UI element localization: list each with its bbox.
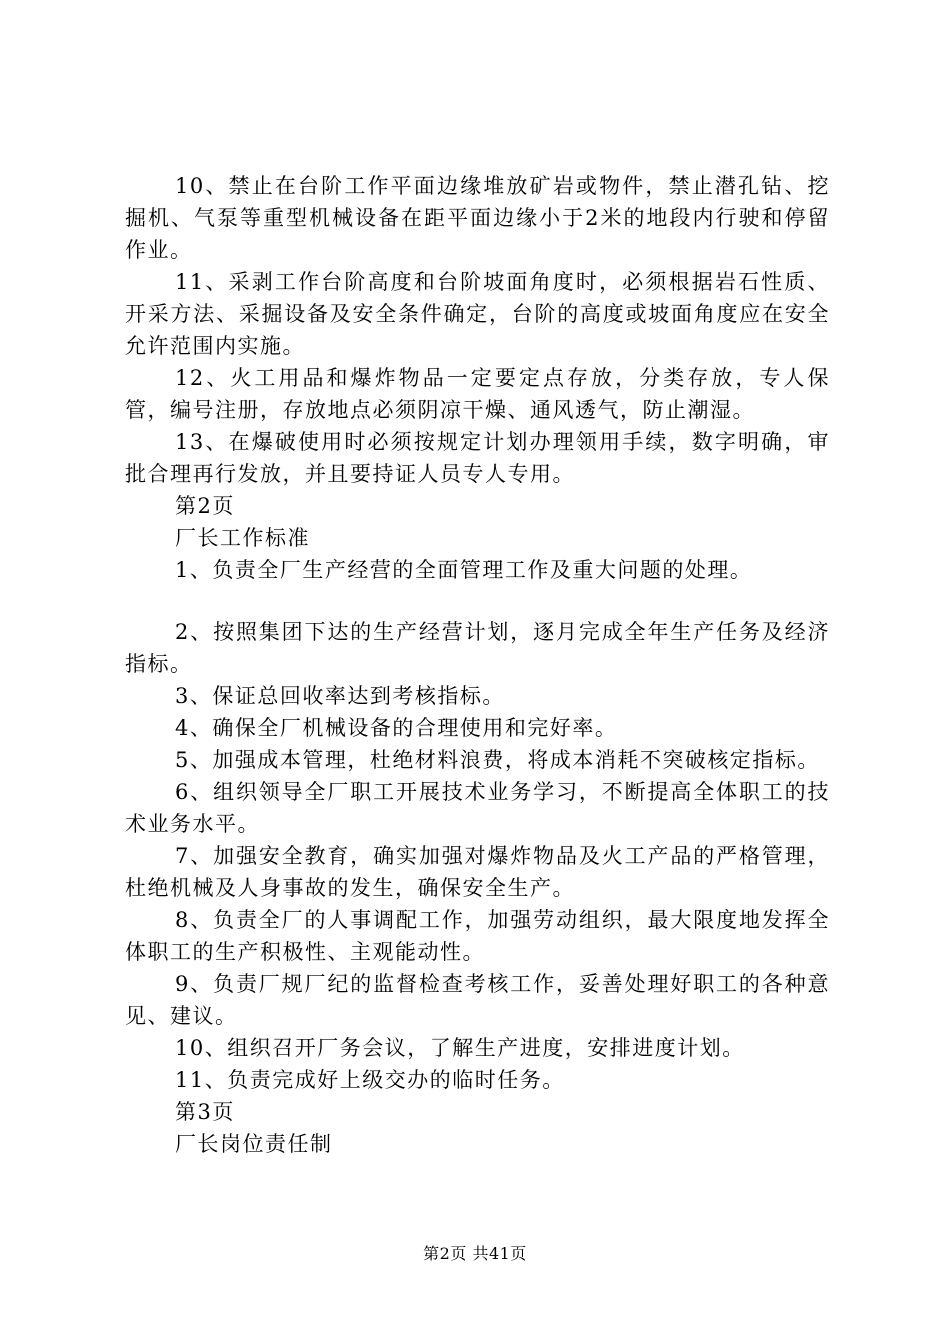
- paragraph-standard-9: 9、负责厂规厂纪的监督检查考核工作，妥善处理好职工的各种意见、建议。: [125, 972, 830, 1028]
- paragraph-standard-10: 10、组织召开厂务会议，了解生产进度，安排进度计划。: [175, 1036, 745, 1060]
- paragraph-standard-2: 2、按照集团下达的生产经营计划，逐月完成全年生产任务及经济指标。: [125, 620, 830, 676]
- paragraph-standard-3: 3、保证总回收率达到考核指标。: [175, 684, 505, 708]
- paragraph-standard-11: 11、负责完成好上级交办的临时任务。: [175, 1068, 565, 1092]
- paragraph-standard-8: 8、负责全厂的人事调配工作，加强劳动组织，最大限度地发挥全体职工的生产积极性、主观能动性。: [125, 908, 830, 964]
- section-heading-director-responsibility: 厂长岗位责任制: [175, 1132, 333, 1156]
- paragraph-standard-5: 5、加强成本管理，杜绝材料浪费，将成本消耗不突破核定指标。: [175, 748, 820, 772]
- page-marker-3: 第3页: [175, 1100, 235, 1124]
- paragraph-rule-13: 13、在爆破使用时必须按规定计划办理领用手续，数字明确，审批合理再行发放，并且要持证人员专人专用。: [125, 430, 830, 486]
- page-footer: 第2页 共41页: [423, 1244, 527, 1263]
- document-body: [125, 170, 830, 1160]
- paragraph-standard-4: 4、确保全厂机械设备的合理使用和完好率。: [175, 716, 618, 740]
- section-heading-director-standards: 厂长工作标准: [175, 526, 310, 550]
- page-marker-2: 第2页: [175, 494, 235, 518]
- paragraph-rule-12: 12、火工用品和爆炸物品一定要定点存放，分类存放，专人保管，编号注册，存放地点必须阴凉干燥、通风透气，防止潮湿。: [125, 366, 830, 422]
- paragraph-rule-10: 10、禁止在台阶工作平面边缘堆放矿岩或物件，禁止潜孔钻、挖掘机、气泵等重型机械设备在距平面边缘小于2米的地段内行驶和停留作业。: [125, 174, 830, 262]
- paragraph-rule-11: 11、采剥工作台阶高度和台阶坡面角度时，必须根据岩石性质、开采方法、采掘设备及安全条件确定，台阶的高度或坡面角度应在安全允许范围内实施。: [125, 270, 830, 358]
- paragraph-standard-6: 6、组织领导全厂职工开展技术业务学习，不断提高全体职工的技术业务水平。: [125, 780, 830, 836]
- paragraph-standard-1: 1、负责全厂生产经营的全面管理工作及重大问题的处理。: [175, 558, 753, 582]
- paragraph-standard-7: 7、加强安全教育，确实加强对爆炸物品及火工产品的严格管理，杜绝机械及人身事故的发生，确保安全生产。: [125, 844, 830, 900]
